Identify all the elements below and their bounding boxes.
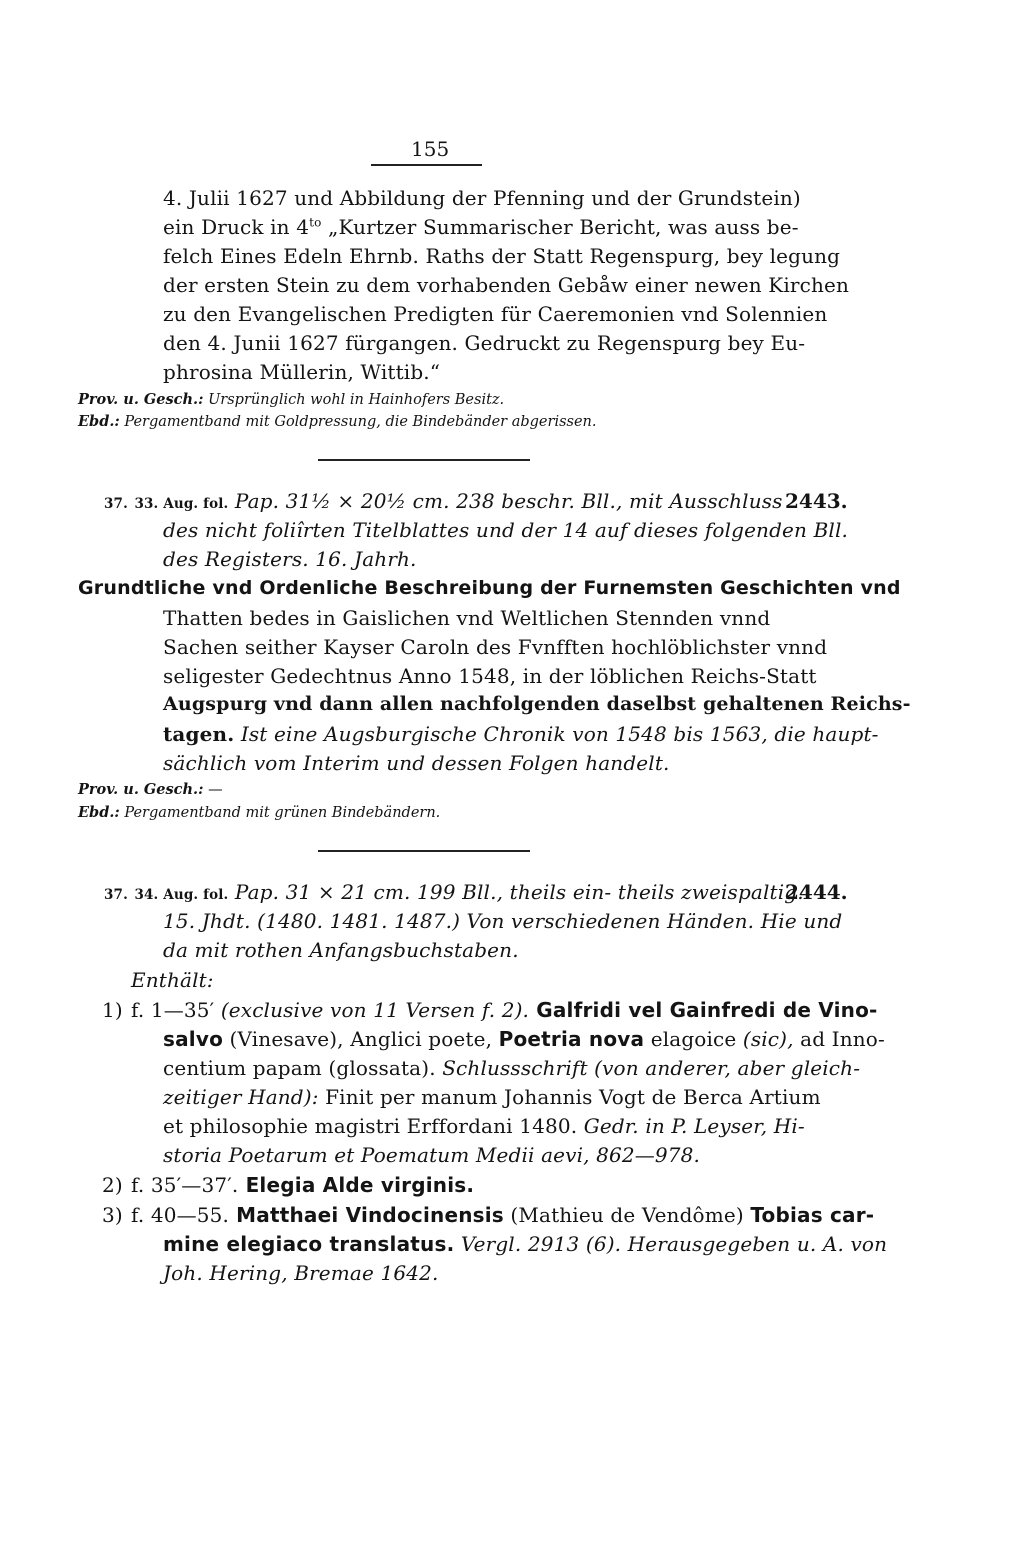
entry-description-line: 15. Jhdt. (1480. 1481. 1487.) Von verschiedenen Händen. Hie und bbox=[163, 909, 843, 933]
item-note: Schlussschrift (von anderer, aber gleich- bbox=[435, 1056, 861, 1080]
item-title: Poetria nova bbox=[498, 1027, 645, 1051]
provenance-label: Prov. u. Gesch.: bbox=[78, 781, 204, 798]
shelfmark: 33. Aug. fol. bbox=[134, 496, 229, 512]
intro-line: der ersten Stein zu dem vorhabenden Gebåw einer newen Kirchen bbox=[163, 273, 850, 297]
item-line bbox=[131, 1173, 474, 1197]
shelfmark: 37. bbox=[104, 887, 128, 903]
item-line: Joh. Hering, Bremae 1642. bbox=[163, 1261, 439, 1285]
item-line bbox=[163, 1027, 885, 1051]
item-line bbox=[131, 1203, 874, 1227]
item-note: zeitiger Hand): bbox=[163, 1085, 319, 1109]
entry-header bbox=[104, 880, 804, 904]
intro-line: zu den Evangelischen Predigten für Caeremonien vnd Solennien bbox=[163, 302, 828, 326]
item-note: Gedr. in P. Leyser, Hi- bbox=[577, 1114, 805, 1138]
section-divider bbox=[318, 459, 530, 461]
item-line bbox=[163, 1114, 805, 1138]
item-text: elagoice bbox=[644, 1027, 743, 1051]
binding-label: Ebd.: bbox=[78, 413, 120, 430]
intro-line: 4. Julii 1627 und Abbildung der Pfenning und der Grundstein) bbox=[163, 186, 801, 210]
intro-line: den 4. Junii 1627 fürgangen. Gedruckt zu Regenspurg bey Eu- bbox=[163, 331, 806, 355]
item-text: ad Inno- bbox=[793, 1027, 885, 1051]
title-line: Grundtliche vnd Ordenliche Beschreibung der Furnemsten Geschichten vnd bbox=[78, 577, 901, 599]
item-note: (exclusive von 11 Versen f. 2). bbox=[214, 998, 530, 1022]
intro-text: „Kurtzer Summarischer Bericht, was auss be- bbox=[321, 215, 799, 239]
intro-binding bbox=[78, 413, 597, 430]
title-line: seligester Gedechtnus Anno 1548, in der löblichen Reichs-Statt bbox=[163, 664, 817, 688]
item-text: et philosophie magistri Erffordani 1480. bbox=[163, 1114, 578, 1138]
provenance-text: Ursprünglich wohl in Hainhofers Besitz. bbox=[208, 392, 505, 408]
binding-text: Pergamentband mit grünen Bindebändern. bbox=[124, 805, 441, 821]
folio-range: f. 1—35′ bbox=[131, 998, 215, 1022]
entry-description: Pap. 31½ × 20½ cm. 238 beschr. Bll., mit Ausschluss bbox=[234, 489, 783, 513]
title-line bbox=[163, 722, 879, 746]
provenance-label: Prov. u. Gesch.: bbox=[78, 391, 204, 408]
folio-range: f. 35′—37′. bbox=[131, 1173, 239, 1197]
entry-provenance bbox=[78, 781, 223, 798]
entry-binding bbox=[78, 804, 440, 821]
binding-label: Ebd.: bbox=[78, 804, 120, 821]
item-note: (sic), bbox=[742, 1027, 794, 1051]
item-number: 1) bbox=[102, 998, 123, 1022]
title-line: Sachen seither Kayser Caroln des Fvnfften hochlöblichster vnnd bbox=[163, 635, 828, 659]
intro-provenance bbox=[78, 391, 504, 408]
item-text: (Vinesave), Anglici poete, bbox=[223, 1027, 499, 1051]
title-note: Ist eine Augsburgische Chronik von 1548 bis 1563, die haupt- bbox=[234, 722, 879, 746]
item-title: Elegia Alde virginis. bbox=[238, 1173, 475, 1197]
intro-line bbox=[163, 215, 799, 239]
intro-text: ein Druck in 4 bbox=[163, 215, 310, 239]
item-line bbox=[163, 1085, 821, 1109]
item-line bbox=[163, 1232, 887, 1256]
item-author: Matthaei Vindocinensis bbox=[229, 1203, 504, 1227]
page-number: 155 bbox=[411, 137, 450, 161]
item-text: (Mathieu de Vendôme) bbox=[503, 1203, 751, 1227]
contents-label: Enthält: bbox=[131, 968, 214, 992]
title-note-line: sächlich vom Interim und dessen Folgen handelt. bbox=[163, 751, 670, 775]
item-line: storia Poetarum et Poematum Medii aevi, 862—978. bbox=[163, 1143, 701, 1167]
entry-number: 2443. bbox=[785, 489, 848, 513]
page-number-rule bbox=[371, 164, 482, 166]
item-title: mine elegiaco translatus. bbox=[163, 1232, 455, 1256]
entry-description: Pap. 31 × 21 cm. 199 Bll., theils ein- theils zweispaltig. bbox=[234, 880, 804, 904]
intro-line: felch Eines Edeln Ehrnb. Raths der Statt Regenspurg, bey legung bbox=[163, 244, 841, 268]
item-line bbox=[163, 1056, 860, 1080]
intro-line: phrosina Müllerin, Wittib.“ bbox=[163, 360, 441, 384]
folio-range: f. 40—55. bbox=[131, 1203, 230, 1227]
item-number: 2) bbox=[102, 1173, 123, 1197]
item-title: Tobias car- bbox=[750, 1203, 875, 1227]
entry-number: 2444. bbox=[785, 880, 848, 904]
shelfmark: 37. bbox=[104, 496, 128, 512]
entry-description-line: des nicht foliîrten Titelblattes und der 14 auf dieses folgenden Bll. bbox=[163, 518, 849, 542]
section-divider bbox=[318, 850, 530, 852]
item-author: salvo bbox=[163, 1027, 224, 1051]
item-text: Finit per manum Johannis Vogt de Berca Artium bbox=[318, 1085, 821, 1109]
title-line: Thatten bedes in Gaislichen vnd Weltlichen Stennden vnnd bbox=[163, 606, 771, 630]
item-text: centium papam (glossata). bbox=[163, 1056, 436, 1080]
item-author: Galfridi vel Gainfredi de Vino- bbox=[529, 998, 878, 1022]
provenance-text: — bbox=[208, 782, 223, 798]
item-line bbox=[131, 998, 878, 1022]
title-line: Augspurg vnd dann allen nachfolgenden daselbst gehaltenen Reichs- bbox=[163, 693, 911, 715]
entry-header bbox=[104, 489, 783, 513]
shelfmark: 34. Aug. fol. bbox=[134, 887, 229, 903]
item-number: 3) bbox=[102, 1203, 123, 1227]
intro-sup: to bbox=[309, 215, 322, 230]
entry-description-line: des Registers. 16. Jahrh. bbox=[163, 547, 417, 571]
entry-description-line: da mit rothen Anfangsbuchstaben. bbox=[163, 938, 519, 962]
title-end: tagen. bbox=[163, 722, 235, 746]
binding-text: Pergamentband mit Goldpressung, die Bindebänder abgerissen. bbox=[124, 414, 597, 430]
item-note: Vergl. 2913 (6). Herausgegeben u. A. von bbox=[454, 1232, 888, 1256]
